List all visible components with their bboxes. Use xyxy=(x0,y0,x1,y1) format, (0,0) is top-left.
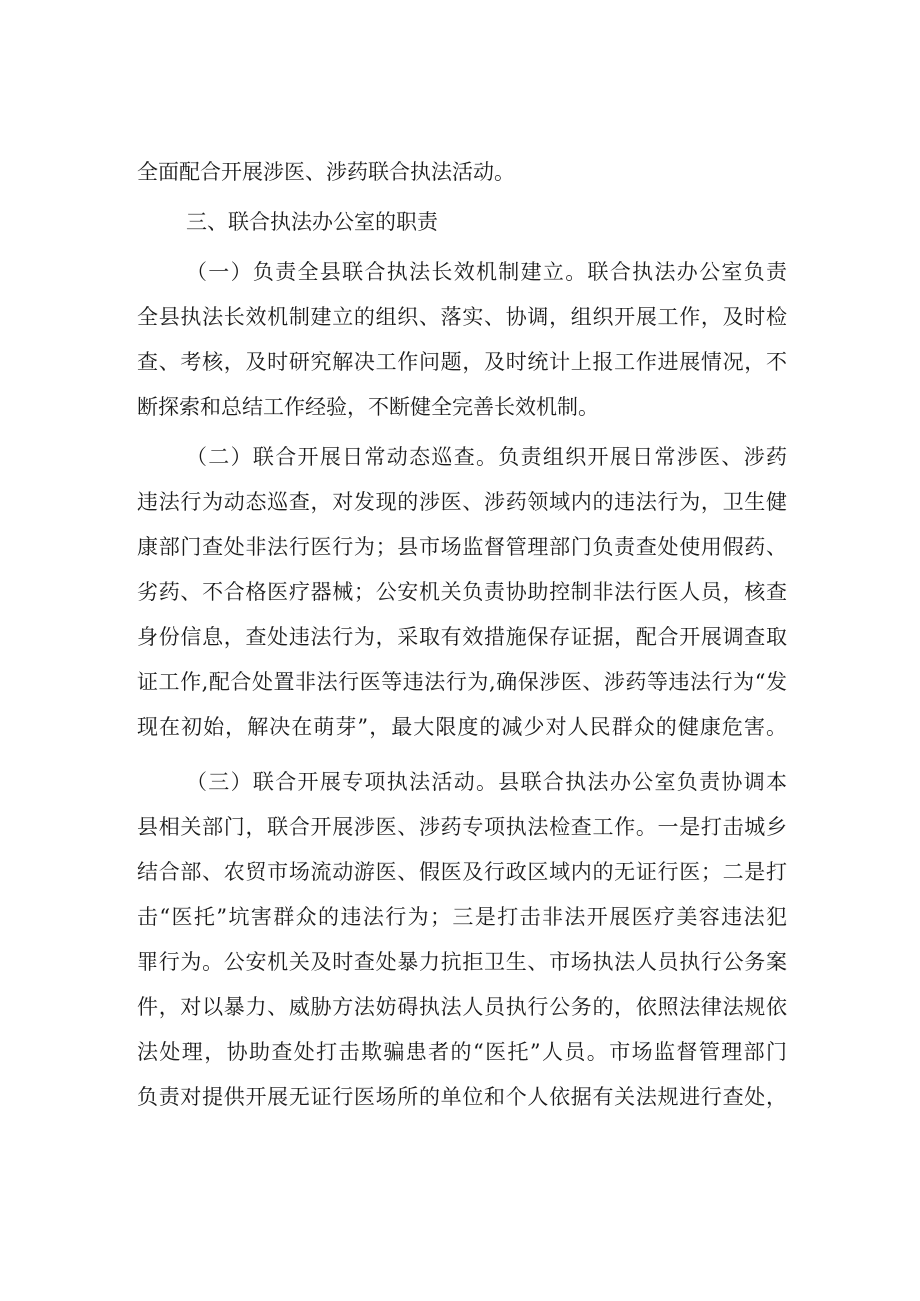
paragraph-line: 全面配合开展涉医、涉药联合执法活动。 xyxy=(137,160,515,184)
paragraph-line: 身份信息，查处违法行为，采取有效措施保存证据，配合开展调查取 xyxy=(137,625,787,649)
paragraph-line: （三）联合开展专项执法活动。县联合执法办公室负责协调本 xyxy=(186,770,787,794)
paragraph-line: 查、考核，及时研究解决工作问题，及时统计上报工作进展情况，不 xyxy=(137,350,787,374)
paragraph-line: 断探索和总结工作经验，不断健全完善长效机制。 xyxy=(137,395,599,419)
paragraph-line: 结合部、农贸市场流动游医、假医及行政区域内的无证行医；二是打 xyxy=(137,860,787,884)
paragraph-line: 全县执法长效机制建立的组织、落实、协调，组织开展工作，及时检 xyxy=(137,305,787,329)
paragraph-line: 负责对提供开展无证行医场所的单位和个人依据有关法规进行查处， xyxy=(137,1085,787,1109)
paragraph-line: 现在初始，解决在萌芽”，最大限度的减少对人民群众的健康危害。 xyxy=(137,715,787,739)
paragraph-line: 罪行为。公安机关及时查处暴力抗拒卫生、市场执法人员执行公务案 xyxy=(137,950,787,974)
paragraph-line: （一）负责全县联合执法长效机制建立。联合执法办公室负责 xyxy=(186,260,787,284)
paragraph-line: 击“医托”坑害群众的违法行为；三是打击非法开展医疗美容违法犯 xyxy=(137,905,787,929)
section-heading: 三、联合执法办公室的职责 xyxy=(186,210,438,234)
paragraph-line: 法处理，协助查处打击欺骗患者的“医托”人员。市场监督管理部门 xyxy=(137,1040,787,1064)
paragraph-line: 康部门查处非法行医行为；县市场监督管理部门负责查处使用假药、 xyxy=(137,535,787,559)
paragraph-line: 件，对以暴力、威胁方法妨碍执法人员执行公务的，依照法律法规依 xyxy=(137,995,787,1019)
paragraph-line: 证工作,配合处置非法行医等违法行为,确保涉医、涉药等违法行为“发 xyxy=(137,670,787,694)
paragraph-line: 县相关部门，联合开展涉医、涉药专项执法检查工作。一是打击城乡 xyxy=(137,815,787,839)
paragraph-line: 劣药、不合格医疗器械；公安机关负责协助控制非法行医人员，核查 xyxy=(137,580,787,604)
paragraph-line: （二）联合开展日常动态巡查。负责组织开展日常涉医、涉药 xyxy=(186,445,787,469)
paragraph-line: 违法行为动态巡查，对发现的涉医、涉药领域内的违法行为，卫生健 xyxy=(137,490,787,514)
